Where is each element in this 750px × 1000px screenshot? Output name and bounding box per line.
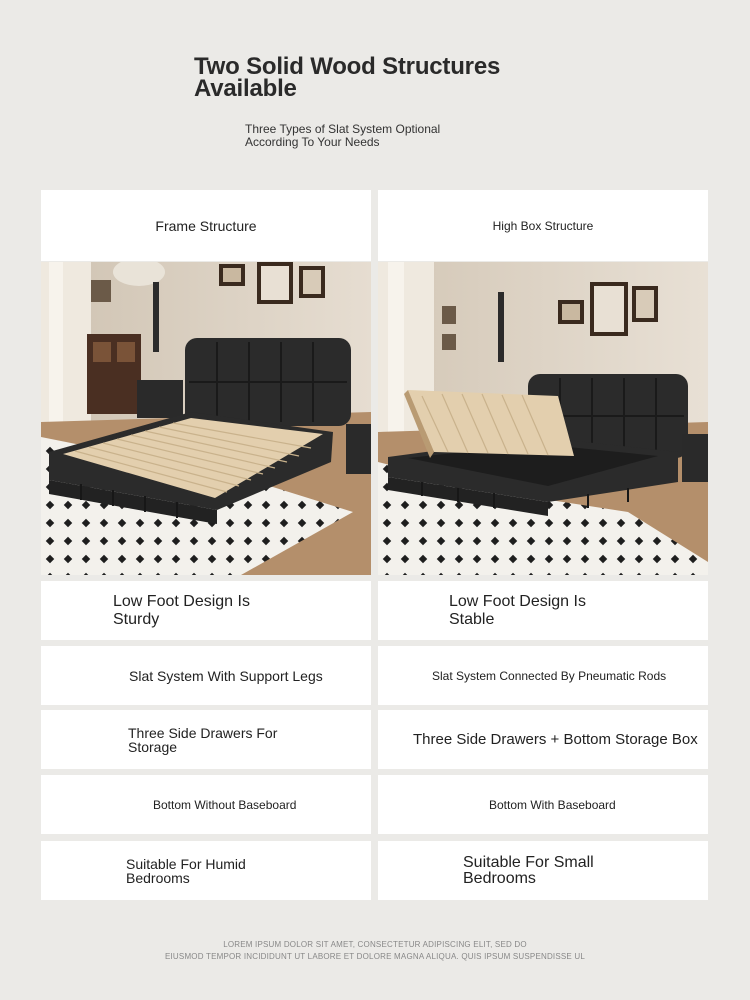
left-feature-drawers [41, 710, 371, 769]
right-feature-drawers-label: Three Side Drawers + Bottom Storage Box [413, 730, 698, 748]
left-feature-suitability-line2: Bedrooms [126, 869, 190, 886]
left-feature-drawers-line2: Storage [128, 738, 178, 755]
high-box-structure-label: High Box Structure [492, 218, 594, 233]
right-feature-baseboard-label: Bottom With Baseboard [489, 797, 616, 812]
left-feature-baseboard-label: Bottom Without Baseboard [153, 797, 297, 812]
footer-line-2: EIUSMOD TEMPOR INCIDIDUNT UT LABORE ET DOLORE MAGNA ALIQUA. QUIS IPSUM SUSPENDISSE UL [164, 952, 586, 961]
subtitle-line-2: According To Your Needs [245, 135, 380, 149]
right-feature-suitability [378, 841, 708, 900]
left-feature-suitability [41, 841, 371, 900]
left-feature-foot-line2: Sturdy [113, 610, 160, 628]
right-feature-foot-line2: Stable [449, 610, 495, 628]
high-box-structure-heading [378, 190, 708, 261]
left-feature-drawers-line1: Three Side Drawers For [128, 724, 278, 741]
right-feature-foot-line1: Low Foot Design Is [449, 592, 586, 610]
subtitle-line-1: Three Types of Slat System Optional [245, 122, 441, 136]
left-feature-baseboard [41, 775, 371, 834]
right-feature-drawers [378, 710, 708, 769]
bed-frame-photo [41, 262, 371, 575]
footer-line-1: LOREM IPSUM DOLOR SIT AMET, CONSECTETUR ADIPISCING ELIT, SED DO [223, 940, 527, 949]
left-feature-slat-label: Slat System With Support Legs [129, 667, 323, 684]
right-feature-suitability-line2: Bedrooms [463, 869, 536, 887]
left-feature-slat-system [41, 646, 371, 705]
frame-structure-label: Frame Structure [155, 217, 257, 234]
right-feature-suitability-line1: Suitable For Small [463, 853, 594, 871]
right-feature-baseboard [378, 775, 708, 834]
footer-text [0, 939, 750, 963]
left-feature-foot-line1: Low Foot Design Is [113, 592, 250, 610]
title-line-1: Two Solid Wood Structures [194, 53, 501, 80]
right-feature-foot-design [378, 581, 708, 640]
page-subtitle [245, 123, 440, 149]
storage-bed-photo [378, 262, 708, 575]
frame-structure-heading [41, 190, 371, 261]
right-feature-slat-system [378, 646, 708, 705]
left-feature-foot-design [41, 581, 371, 640]
title-line-2: Available [194, 75, 297, 102]
right-feature-slat-label: Slat System Connected By Pneumatic Rods [432, 668, 667, 683]
left-feature-suitability-line1: Suitable For Humid [126, 855, 246, 872]
page-title [194, 53, 554, 102]
